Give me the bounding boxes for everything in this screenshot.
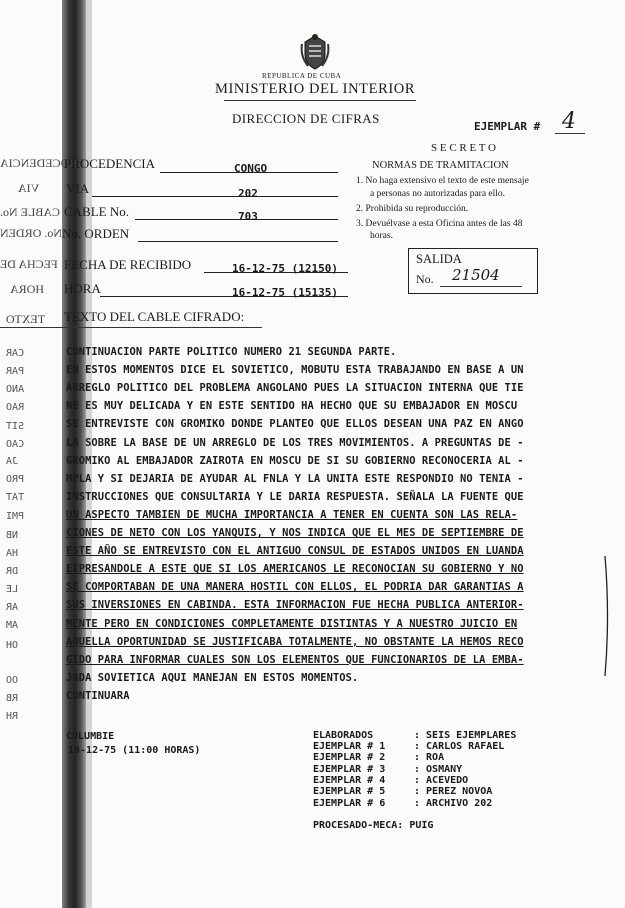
mirror-text-via: VIA bbox=[18, 181, 40, 195]
distribution-label: EJEMPLAR # 2 bbox=[313, 752, 386, 764]
cable-body-line: UN ASPECTO TAMBIEN DE MUCHA IMPORTANCIA A TENER EN CUENTA SON LAS RELA- bbox=[66, 508, 518, 521]
cable-line bbox=[135, 219, 338, 220]
cable-body-line: SE COMPORTABAN DE UNA MANERA HOSTIL CON ELLOS, EL PODRIA DAR GARANTIAS A bbox=[66, 581, 524, 594]
mirror-margin-text: ANO bbox=[6, 384, 25, 395]
cable-label: CABLE No. bbox=[64, 204, 129, 219]
distribution-value: : ROA bbox=[414, 752, 445, 764]
distribution-label: EJEMPLAR # 1 bbox=[313, 741, 386, 752]
cable-body-line: ESTE AÑO SE ENTREVISTO CON EL ANTIGUO CONSUL DE ESTADOS UNIDOS EN LUANDA bbox=[66, 545, 524, 558]
via-label: VIA bbox=[66, 181, 90, 196]
cable-body-line: INSTRUCCIONES QUE CONSULTARIA Y LE DARIA RESPUESTA. SEÑALA LA FUENTE QUE bbox=[66, 490, 524, 503]
cable-body-line: JADA SOVIETICA AQUI MANEJAN EN ESTOS MOMENTOS. bbox=[66, 671, 359, 684]
mirror-text-cable: CABLE No. bbox=[0, 205, 60, 219]
salida-label: SALIDA bbox=[416, 252, 462, 266]
distribution-value: : CARLOS RAFAEL bbox=[414, 741, 505, 752]
ejemplar-underline bbox=[555, 133, 585, 134]
fecha-label: FECHA DE RECIBIDO bbox=[64, 257, 192, 272]
signature-date: 16-12-75 (11:00 HORAS) bbox=[68, 745, 201, 756]
cable-body-line: LA SOBRE LA BASE DE UN ARREGLO DE LOS TRES MOVIMIENTOS. A PREGUNTAS DE - bbox=[66, 436, 524, 449]
procedencia-value: CONGO bbox=[234, 162, 268, 175]
salida-no-value: 21504 bbox=[452, 266, 500, 284]
cable-body-line: EXPRESANDOLE A ESTE QUE SI LOS AMERICANOS LE RECONOCIAN SU GOBIERNO Y NO bbox=[66, 563, 524, 576]
mirror-margin-text: TAT bbox=[6, 492, 25, 503]
elaborados-value: : SEIS EJEMPLARES bbox=[414, 730, 517, 741]
distribution-label: EJEMPLAR # 6 bbox=[313, 797, 386, 809]
orden-label: No. ORDEN bbox=[62, 226, 130, 241]
distribution-label: EJEMPLAR # 3 bbox=[313, 763, 386, 775]
mirror-margin-text: RAO bbox=[6, 402, 25, 413]
ministry-title: MINISTERIO DEL INTERIOR bbox=[215, 81, 416, 97]
distribution-label: EJEMPLAR # 4 bbox=[313, 774, 386, 786]
mirror-margin-text: RH bbox=[6, 711, 19, 722]
procedencia-label: PROCEDENCIA bbox=[64, 156, 156, 171]
mirror-margin-text: DR bbox=[6, 566, 19, 577]
mirror-margin-text: RB bbox=[6, 693, 19, 704]
cable-body-line: MPLA Y SI DEJARIA DE AYUDAR AL FNLA Y LA UNITA ESTE RESPONDIO NO TENIA - bbox=[66, 472, 524, 485]
orden-line bbox=[138, 241, 338, 242]
via-line bbox=[92, 196, 338, 197]
procesado-line: PROCESADO-MECA: PUIG bbox=[313, 820, 434, 831]
distribution-value: : ARCHIVO 202 bbox=[414, 797, 493, 809]
direction-title: DIRECCION DE CIFRAS bbox=[232, 111, 380, 126]
mirror-margin-text: PRO bbox=[6, 474, 25, 485]
cable-body-line: EN ESTOS MOMENTOS DICE EL SOVIETICO, MOBUTU ESTA TRABAJANDO EN BASE A UN bbox=[66, 364, 524, 377]
mirror-text-fecha: FECHA DE bbox=[0, 257, 58, 271]
hora-label: HORA bbox=[64, 281, 101, 296]
distribution-value: : ACEVEDO bbox=[414, 774, 469, 786]
mirror-margin-text: CAO bbox=[6, 439, 25, 450]
margin-bracket bbox=[603, 556, 611, 676]
cable-body-line: GIDO PARA INFORMAR CUALES SON LOS ELEMENTOS QUE FUNCIONARIOS DE LA EMBA- bbox=[66, 653, 524, 666]
mirror-text-procedencia: PROCEDENCIA bbox=[0, 156, 85, 170]
hora-value: 16-12-75 (15135) bbox=[232, 286, 338, 299]
mirror-margin-text: PMI bbox=[6, 511, 25, 522]
mirror-margin-text: CAR bbox=[6, 348, 25, 359]
mirror-margin-text: LE bbox=[6, 584, 19, 595]
texto-label: TEXTO DEL CABLE CIFRADO: bbox=[64, 309, 245, 324]
cable-body-line: SUS INVERSIONES EN CABINDA. ESTA INFORMACION FUE HECHA PUBLICA ANTERIOR- bbox=[66, 599, 524, 612]
mirror-margin-text: AM bbox=[6, 620, 19, 631]
norm-item-1b: a personas no autorizadas para ello. bbox=[370, 189, 506, 199]
salida-no-line bbox=[440, 286, 522, 287]
cable-body-line: NE ES MUY DELICADA Y EN ESTE SENTIDO HA HECHO QUE SU EMBAJADOR EN MOSCU bbox=[66, 400, 518, 413]
mirror-margin-text: PAR bbox=[6, 366, 25, 377]
norm-item-3b: horas. bbox=[370, 231, 393, 241]
ejemplar-number: 4 bbox=[562, 109, 576, 134]
secret-label: S E C R E T O bbox=[431, 142, 496, 154]
mirror-text-texto: TEXTO bbox=[6, 312, 46, 326]
elaborados-label: ELABORADOS bbox=[313, 730, 374, 741]
mirror-margin-text: OO bbox=[6, 675, 19, 686]
cable-body-line: CONTINUACION PARTE POLITICO NUMERO 21 SEGUNDA PARTE. bbox=[66, 346, 397, 358]
distribution-value: : OSMANY bbox=[414, 763, 463, 775]
header-rule bbox=[224, 100, 416, 101]
mirror-margin-text: HA bbox=[6, 548, 19, 559]
norm-item-1a: 1. No haga extensivo el texto de este mensaje bbox=[356, 176, 529, 186]
norm-item-2: 2. Prohibida su reproducción. bbox=[356, 204, 469, 214]
coat-of-arms-icon bbox=[298, 32, 332, 72]
mirror-margin-text: NB bbox=[6, 530, 19, 541]
distribution-label: EJEMPLAR # 5 bbox=[313, 786, 386, 798]
mirror-margin-text: AR bbox=[6, 602, 19, 613]
salida-no-label: No. bbox=[416, 272, 434, 286]
norm-item-3a: 3. Devuélvase a esta Oficina antes de las 48 bbox=[356, 219, 523, 229]
signature-name: COLUMBIE bbox=[66, 731, 115, 742]
cable-body-line: AQUELLA OPORTUNIDAD SE JUSTIFICABA TOTALMENTE, NO OBSTANTE LA HEMOS RECO bbox=[66, 635, 524, 648]
cable-body-line: SE ENTREVISTE CON GROMIKO DONDE PLANTEO QUE ELLOS DESEAN UNA PAZ EN ANGO bbox=[66, 418, 524, 431]
distribution-value: : PEREZ NOVOA bbox=[414, 786, 493, 798]
mirror-margin-text: SIT bbox=[6, 421, 25, 432]
cable-body-line: MENTE PERO EN CONDICIONES COMPLETAMENTE DISTINTAS Y A NUESTRO JUICIO EN bbox=[66, 617, 518, 630]
fecha-value: 16-12-75 (12150) bbox=[232, 262, 338, 275]
via-value: 202 bbox=[238, 187, 258, 200]
cable-value: 703 bbox=[238, 210, 258, 223]
cable-body-line: ARREGLO POLITICO DEL PROBLEMA ANGOLANO PUES LA SITUACION INTERNA QUE TIE bbox=[66, 382, 524, 395]
mirror-text-hora: HORA bbox=[10, 282, 45, 296]
republic-title: REPUBLICA DE CUBA bbox=[262, 72, 342, 80]
norms-title: NORMAS DE TRAMITACION bbox=[372, 160, 509, 171]
cable-body-line: GROMIKO AL EMBAJADOR ZAIROTA EN MOSCU DE SI SU GOBIERNO RECONOCERIA AL - bbox=[66, 454, 524, 467]
mirror-text-orden: No. ORDEN bbox=[0, 226, 62, 240]
ejemplar-label: EJEMPLAR # bbox=[474, 120, 541, 133]
mirror-margin-text: OH bbox=[6, 640, 19, 651]
mirror-margin-text: JA bbox=[6, 456, 19, 467]
cable-body-line: CONTINUARA bbox=[66, 689, 130, 702]
cable-body-line: CIONES DE NETO CON LOS YANQUIS, Y NOS INDICA QUE EL MES DE SEPTIEMBRE DE bbox=[66, 527, 524, 539]
texto-rule bbox=[0, 327, 262, 328]
